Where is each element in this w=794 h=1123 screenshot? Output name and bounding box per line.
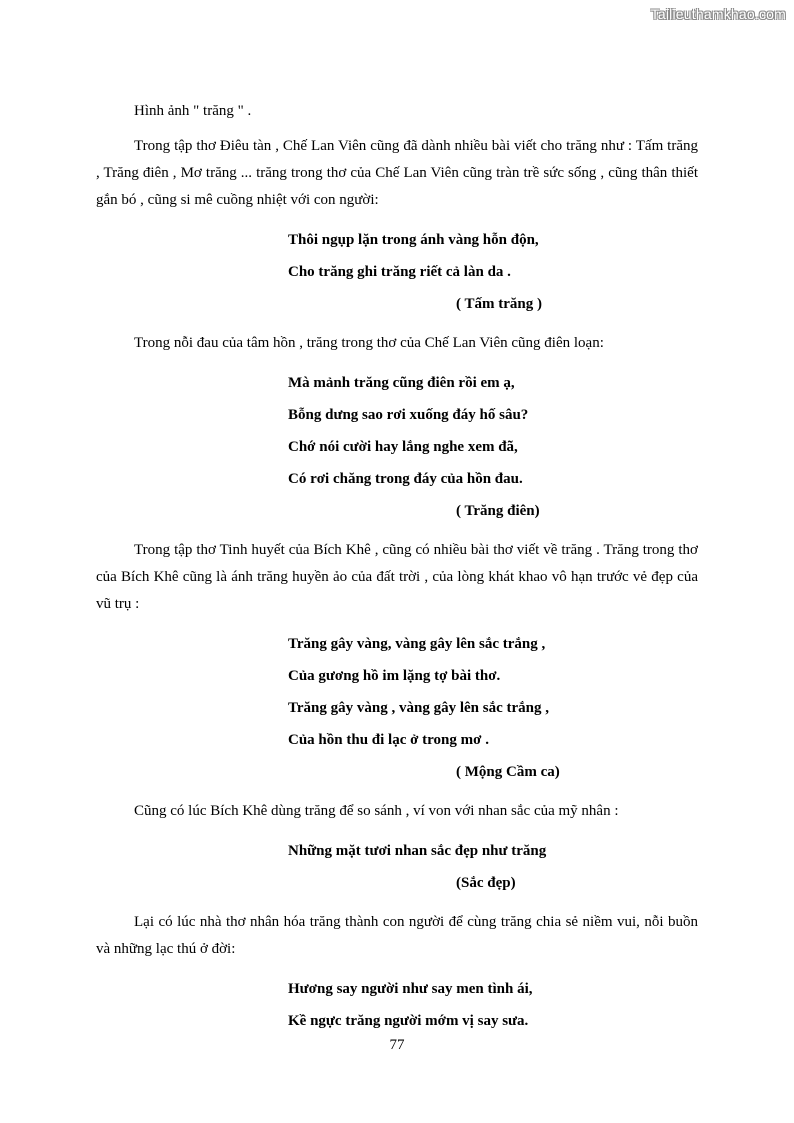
paragraph: Cũng có lúc Bích Khê dùng trăng để so sánh , ví von với nhan sắc của mỹ nhân :	[134, 803, 619, 819]
verse-line: Bỗng dưng sao rơi xuống đáy hố sâu?	[288, 407, 529, 423]
verse-line: Cho trăng ghi trăng riết cả làn da .	[288, 264, 511, 280]
poem-stanza	[288, 367, 698, 527]
poem-stanza	[288, 973, 698, 1037]
paragraph: Trong tập thơ Tinh huyết của Bích Khê , cũng có nhiều bài thơ viết về trăng . Trăng trong thơ của Bích Khê cũng là ánh trăng huyền ảo của đất trời , của lòng khát khao vô hạn trước vẻ đẹp của vũ trụ :	[96, 542, 698, 612]
verse-line: Của hồn thu đi lạc ở trong mơ .	[288, 732, 489, 748]
paragraph: Trong tập thơ Điêu tàn , Chế Lan Viên cũng đã dành nhiều bài viết cho trăng như : Tấm trăng , Trăng điên , Mơ trăng ... trăng trong thơ của Chế Lan Viên cũng tràn trề sức sống , cũng thân thiết gắn bó , cũng si mê cuồng nhiệt với con người:	[96, 138, 698, 208]
paragraph-intro: Hình ảnh " trăng " .	[134, 103, 252, 119]
verse-line: Trăng gây vàng, vàng gây lên sắc trắng ,	[288, 636, 546, 652]
verse-line: Những mặt tươi nhan sắc đẹp như trăng	[288, 843, 547, 859]
poem-source: ( Trăng điên)	[456, 503, 540, 519]
poem-stanza	[288, 224, 698, 320]
paragraph: Trong nỗi đau của tâm hồn , trăng trong thơ của Chế Lan Viên cũng điên loạn:	[134, 335, 604, 351]
verse-line: Trăng gây vàng , vàng gây lên sắc trắng ,	[288, 700, 549, 716]
verse-line: Của gương hồ im lặng tợ bài thơ.	[288, 668, 501, 684]
page-body	[96, 98, 698, 1047]
poem-source: (Sắc đẹp)	[456, 875, 516, 891]
page-number: 77	[389, 1037, 405, 1053]
poem-stanza	[288, 835, 698, 899]
verse-line: Thôi ngụp lặn trong ánh vàng hỗn độn,	[288, 232, 539, 248]
verse-line: Chớ nói cười hay lắng nghe xem đã,	[288, 439, 518, 455]
verse-line: Hương say người như say men tình ái,	[288, 981, 533, 997]
poem-source: ( Tấm trăng )	[456, 296, 542, 312]
verse-line: Mà mảnh trăng cũng điên rồi em ạ,	[288, 375, 515, 391]
poem-source: ( Mộng Cầm ca)	[456, 764, 560, 780]
poem-stanza	[288, 628, 698, 788]
paragraph: Lại có lúc nhà thơ nhân hóa trăng thành con người để cùng trăng chia sẻ niềm vui, nỗi buồn và những lạc thú ở đời:	[96, 914, 698, 957]
verse-line: Kề ngực trăng người mớm vị say sưa.	[288, 1013, 529, 1029]
verse-line: Có rơi chăng trong đáy của hồn đau.	[288, 471, 523, 487]
watermark: Tailieuthamkhao.com	[650, 6, 786, 22]
